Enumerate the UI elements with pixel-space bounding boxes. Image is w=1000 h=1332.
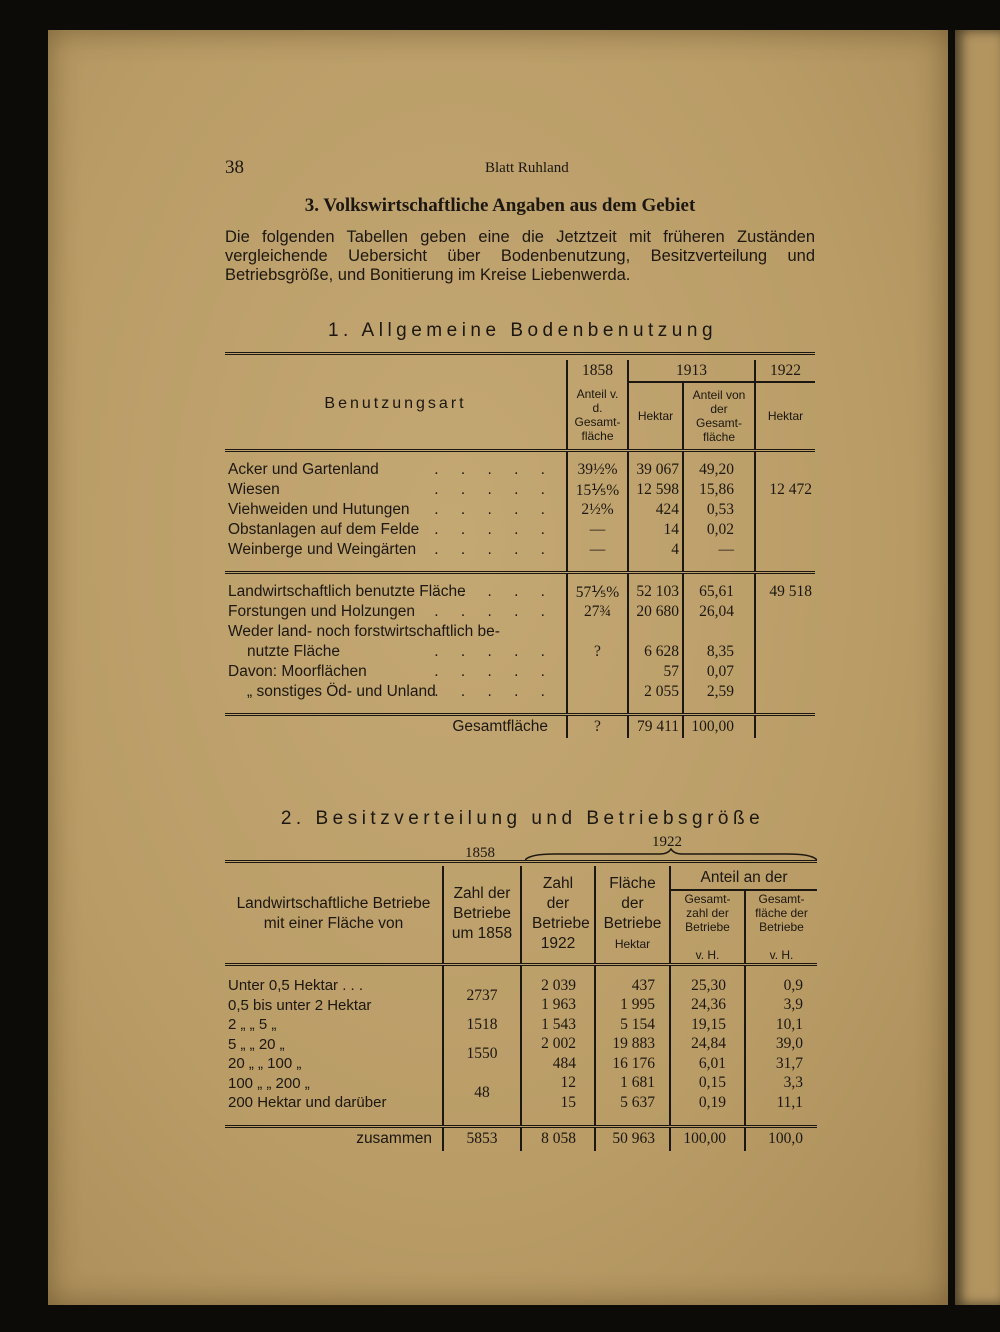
table-row (225, 1054, 817, 1074)
row-label (225, 642, 567, 662)
header-benutzungsart: Benutzungsart (324, 395, 467, 413)
table1-top-rule (225, 352, 815, 355)
count-1858: 1518 (443, 1015, 521, 1035)
count-1922: 12 (521, 1074, 595, 1094)
row-label (225, 460, 567, 480)
row-label (225, 480, 567, 500)
count-1922: 484 (521, 1054, 595, 1074)
count-1858: 48 (443, 1074, 521, 1113)
hektar-1922 (755, 622, 815, 642)
count-1858: 1550 (443, 1035, 521, 1074)
hektar-1922 (755, 460, 815, 480)
table-row (225, 540, 815, 560)
leader-dots: . . . . . (434, 521, 554, 538)
leader-dots: . . . . . (434, 683, 554, 700)
count-1922: 1 963 (521, 996, 595, 1016)
header-area-label: Fläche der Betriebe (603, 875, 662, 933)
hektar-1922 (755, 520, 815, 540)
header-count-1858: Zahl der Betriebe um 1858 (443, 866, 521, 964)
page-number: 38 (225, 157, 244, 178)
share-1858: ? (567, 642, 628, 662)
share-1858 (567, 682, 628, 702)
area: 437 (595, 976, 670, 996)
header-betriebe: Landwirtschaftliche Betriebe mit einer Fläche von (236, 895, 431, 933)
row-label-text: Obstanlagen auf dem Felde (228, 521, 420, 538)
hektar-1913: 6 628 (628, 642, 683, 662)
share-count: 25,30 (670, 976, 745, 996)
share-1858: 57⅕% (567, 582, 628, 602)
share-1913: 49,20 (683, 460, 755, 480)
row-label (225, 520, 567, 540)
table-row (225, 520, 815, 540)
share-count: 24,36 (670, 996, 745, 1016)
row-label-text: Viehweiden und Hutungen (228, 501, 410, 518)
hektar-1913: 2 055 (628, 682, 683, 702)
share-1913 (683, 622, 755, 642)
table-row (225, 582, 815, 602)
header-1913: 1913 (628, 360, 755, 382)
count-1922: 2 002 (521, 1035, 595, 1055)
share-count: 6,01 (670, 1054, 745, 1074)
share-area: 39,0 (745, 1035, 817, 1055)
share-1913: 65,61 (683, 582, 755, 602)
share-area: 11,1 (745, 1093, 817, 1113)
count-1858: 2737 (443, 976, 521, 1015)
share-1858: — (567, 540, 628, 560)
row-label: 0,5 bis unter 2 Hektar (228, 996, 372, 1014)
leader-dots: . . . . . (434, 501, 554, 518)
row-label: 100 „ „ 200 „ (228, 1074, 310, 1092)
area: 19 883 (595, 1035, 670, 1055)
hektar-1913: 20 680 (628, 602, 683, 622)
row-label: 200 Hektar und darüber (228, 1094, 387, 1112)
share-1913: — (683, 540, 755, 560)
header-share-count-label: Gesamt-zahl der Betriebe (684, 891, 731, 934)
area: 5 154 (595, 1015, 670, 1035)
share-area: 3,3 (745, 1074, 817, 1094)
table1-title: 1. Allgemeine Bodenbenutzung (327, 320, 718, 341)
intro-paragraph: Die folgenden Tabellen geben eine die Jetztzeit mit früheren Zuständen vergleichende Uebersicht über Bodenbenutzung, Besitzverteilung und Betriebsgröße, und Bonitierung im Kreise Liebenwerda. (225, 228, 815, 284)
header-area-unit: Hektar (614, 937, 651, 952)
table-row (225, 602, 815, 622)
table-row (225, 622, 815, 642)
share-1913: 8,35 (683, 642, 755, 662)
share-1858: 15⅕% (567, 480, 628, 500)
row-label-text: „ sonstiges Öd- und Unland (247, 683, 436, 700)
share-1858 (567, 662, 628, 682)
share-1858: — (567, 520, 628, 540)
hektar-1922 (755, 682, 815, 702)
table-row (225, 996, 817, 1016)
header-share-1858: Anteil v. d. Gesamt-fläche (567, 382, 628, 450)
header-share-group: Anteil an der (670, 866, 817, 890)
table-row (225, 976, 817, 996)
hektar-1922: 49 518 (755, 582, 815, 602)
header-share-area-unit: v. H. (769, 947, 794, 962)
year-1858-label: 1858 (465, 845, 495, 861)
next-page-edge (955, 30, 1000, 1305)
table2 (225, 866, 817, 1151)
total-count-1858: 5853 (443, 1127, 521, 1151)
leader-dots: . . . . . (434, 603, 554, 620)
total-count-1922: 8 058 (521, 1127, 595, 1151)
share-count: 0,19 (670, 1093, 745, 1113)
table-row (225, 1035, 817, 1055)
total-share-area: 100,0 (745, 1127, 817, 1151)
header-share-1913: Anteil von der Gesamt-fläche (683, 382, 755, 450)
table-row (225, 480, 815, 500)
hektar-1913: 4 (628, 540, 683, 560)
leader-dots: . . . . . (434, 541, 554, 558)
share-count: 24,84 (670, 1035, 745, 1055)
share-1913: 2,59 (683, 682, 755, 702)
count-1922: 2 039 (521, 976, 595, 996)
share-1913: 0,07 (683, 662, 755, 682)
table-row (225, 682, 815, 702)
table2-top-rule (225, 860, 817, 863)
hektar-1922 (755, 662, 815, 682)
row-label-text: Weinberge und Weingärten (228, 541, 417, 558)
hektar-1922 (755, 602, 815, 622)
row-label: 20 „ „ 100 „ (228, 1055, 302, 1073)
total-label: zusammen (356, 1130, 432, 1148)
section-title: 3. Volkswirtschaftliche Angaben aus dem Gebiet (304, 195, 696, 216)
row-label (225, 662, 567, 682)
total-share-1858: ? (567, 714, 628, 738)
row-label (225, 540, 567, 560)
table2-total-row (225, 1127, 817, 1151)
share-area: 3,9 (745, 996, 817, 1016)
share-count: 19,15 (670, 1015, 745, 1035)
row-label-text: Landwirtschaftlich benutzte Fläche (228, 583, 466, 600)
running-title: Blatt Ruhland (485, 160, 569, 176)
row-label-text: Davon: Moorflächen (228, 663, 367, 680)
row-label (225, 602, 567, 622)
share-1858: 2½% (567, 500, 628, 520)
area: 16 176 (595, 1054, 670, 1074)
table-row (225, 1074, 817, 1094)
total-area: 50 963 (595, 1127, 670, 1151)
row-label (225, 682, 567, 702)
share-1858: 27¾ (567, 602, 628, 622)
leader-dots: . . . . . (434, 461, 554, 478)
share-1858: 39½% (567, 460, 628, 480)
hektar-1913: 424 (628, 500, 683, 520)
total-label: Gesamtfläche (452, 717, 548, 735)
hektar-1913: 52 103 (628, 582, 683, 602)
row-label: 5 „ „ 20 „ (228, 1035, 285, 1053)
table1-total-row (225, 714, 815, 738)
hektar-1913: 57 (628, 662, 683, 682)
header-1858: 1858 (567, 360, 628, 382)
share-1913: 26,04 (683, 602, 755, 622)
header-area (595, 866, 670, 964)
table-row (225, 1015, 817, 1035)
row-label (225, 500, 567, 520)
share-area: 10,1 (745, 1015, 817, 1035)
row-label (225, 622, 567, 642)
share-count: 0,15 (670, 1074, 745, 1094)
row-label: Unter 0,5 Hektar . . . (228, 977, 364, 995)
table-row (225, 500, 815, 520)
share-area: 0,9 (745, 976, 817, 996)
hektar-1922 (755, 540, 815, 560)
count-1922: 1 543 (521, 1015, 595, 1035)
share-1913: 0,02 (683, 520, 755, 540)
table2-title: 2. Besitzverteilung und Betriebsgröße (280, 808, 765, 829)
total-share-1913: 100,00 (683, 714, 755, 738)
header-hektar-1913: Hektar (628, 382, 683, 450)
share-1858 (567, 622, 628, 642)
leader-dots: . . . . . (434, 663, 554, 680)
year-1922-label: 1922 (652, 834, 682, 850)
leader-dots: . . . . . (434, 643, 554, 660)
hektar-1913: 12 598 (628, 480, 683, 500)
table1 (225, 360, 815, 738)
area: 1 681 (595, 1074, 670, 1094)
hektar-1913 (628, 622, 683, 642)
row-label-text: Acker und Gartenland (228, 461, 379, 478)
hektar-1922 (755, 500, 815, 520)
header-share-area-label: Gesamt-fläche der Betriebe (755, 891, 808, 934)
total-hektar-1922 (755, 714, 815, 738)
row-label (225, 582, 567, 602)
table-row (225, 662, 815, 682)
row-label-text: Wiesen (228, 481, 280, 498)
area: 5 637 (595, 1093, 670, 1113)
total-hektar-1913: 79 411 (628, 714, 683, 738)
row-label-text: Weder land- noch forstwirtschaftlich be- (228, 623, 500, 640)
header-hektar-1922: Hektar (755, 382, 815, 450)
hektar-1913: 14 (628, 520, 683, 540)
table-row (225, 1093, 817, 1113)
header-1922: 1922 (755, 360, 815, 382)
hektar-1922: 12 472 (755, 480, 815, 500)
count-1922: 15 (521, 1093, 595, 1113)
header-share-area (745, 890, 817, 964)
row-label-text: Forstungen und Holzungen (228, 603, 415, 620)
header-share-count (670, 890, 745, 964)
row-label: 2 „ „ 5 „ (228, 1016, 277, 1034)
header-share-count-unit: v. H. (695, 947, 720, 962)
share-1913: 0,53 (683, 500, 755, 520)
area: 1 995 (595, 996, 670, 1016)
share-area: 31,7 (745, 1054, 817, 1074)
total-share-count: 100,00 (670, 1127, 745, 1151)
share-1913: 15,86 (683, 480, 755, 500)
table-row (225, 642, 815, 662)
hektar-1913: 39 067 (628, 460, 683, 480)
leader-dots: . . . . . (434, 481, 554, 498)
hektar-1922 (755, 642, 815, 662)
table-row (225, 460, 815, 480)
header-count-1922: Zahl der Betriebe 1922 (521, 866, 595, 964)
leader-dots: . . . . . (434, 583, 554, 600)
row-label-text: nutzte Fläche (247, 643, 341, 660)
